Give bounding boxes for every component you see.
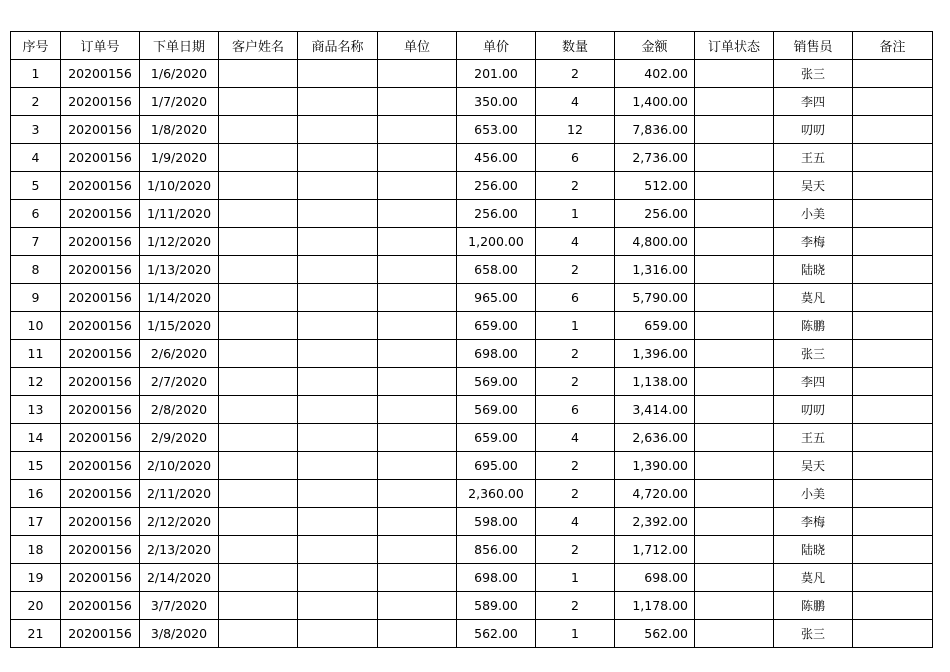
cell-customer-name[interactable] — [219, 172, 298, 200]
cell-product-name[interactable] — [298, 256, 378, 284]
cell-product-name[interactable] — [298, 424, 378, 452]
cell-salesperson[interactable]: 王五 — [774, 424, 853, 452]
cell-order-status[interactable] — [695, 424, 774, 452]
cell-order-status[interactable] — [695, 452, 774, 480]
cell-order-date[interactable]: 2/8/2020 — [140, 396, 219, 424]
table-row — [11, 144, 933, 172]
cell-product-name[interactable] — [298, 144, 378, 172]
cell-note[interactable] — [853, 452, 933, 480]
table-row — [11, 508, 933, 536]
cell-order-status[interactable] — [695, 60, 774, 88]
cell-order-no[interactable]: 20200156 — [61, 116, 140, 144]
cell-salesperson[interactable]: 叨叨 — [774, 116, 853, 144]
cell-product-name[interactable] — [298, 284, 378, 312]
header-unit[interactable]: 单位 — [378, 32, 457, 60]
cell-order-date[interactable]: 2/9/2020 — [140, 424, 219, 452]
cell-order-status[interactable] — [695, 228, 774, 256]
cell-customer-name[interactable] — [219, 340, 298, 368]
cell-unit-price[interactable]: 589.00 — [457, 592, 536, 620]
cell-salesperson[interactable]: 小美 — [774, 200, 853, 228]
table-row — [11, 620, 933, 648]
cell-order-date[interactable]: 1/9/2020 — [140, 144, 219, 172]
header-note[interactable]: 备注 — [853, 32, 933, 60]
cell-product-name[interactable] — [298, 536, 378, 564]
cell-quantity[interactable]: 6 — [536, 284, 615, 312]
header-order-date[interactable]: 下单日期 — [140, 32, 219, 60]
cell-customer-name[interactable] — [219, 116, 298, 144]
cell-salesperson[interactable]: 吴天 — [774, 452, 853, 480]
cell-seq[interactable]: 11 — [11, 340, 61, 368]
cell-order-no[interactable]: 20200156 — [61, 256, 140, 284]
cell-quantity[interactable]: 1 — [536, 620, 615, 648]
cell-order-date[interactable]: 2/6/2020 — [140, 340, 219, 368]
cell-seq[interactable]: 16 — [11, 480, 61, 508]
cell-order-date[interactable]: 1/8/2020 — [140, 116, 219, 144]
cell-amount[interactable]: 698.00 — [615, 564, 695, 592]
cell-amount[interactable]: 512.00 — [615, 172, 695, 200]
cell-unit[interactable] — [378, 396, 457, 424]
cell-salesperson[interactable]: 小美 — [774, 480, 853, 508]
table-row — [11, 564, 933, 592]
header-quantity[interactable]: 数量 — [536, 32, 615, 60]
cell-seq[interactable]: 14 — [11, 424, 61, 452]
cell-seq[interactable]: 15 — [11, 452, 61, 480]
cell-unit-price[interactable]: 256.00 — [457, 172, 536, 200]
cell-unit-price[interactable]: 562.00 — [457, 620, 536, 648]
cell-amount[interactable]: 1,712.00 — [615, 536, 695, 564]
cell-order-no[interactable]: 20200156 — [61, 172, 140, 200]
cell-unit[interactable] — [378, 340, 457, 368]
cell-product-name[interactable] — [298, 592, 378, 620]
table-row — [11, 340, 933, 368]
cell-order-no[interactable]: 20200156 — [61, 480, 140, 508]
cell-amount[interactable]: 2,636.00 — [615, 424, 695, 452]
cell-order-date[interactable]: 1/14/2020 — [140, 284, 219, 312]
table-row — [11, 480, 933, 508]
cell-product-name[interactable] — [298, 228, 378, 256]
cell-amount[interactable]: 402.00 — [615, 60, 695, 88]
cell-seq[interactable]: 21 — [11, 620, 61, 648]
cell-unit[interactable] — [378, 228, 457, 256]
cell-salesperson[interactable]: 陈鹏 — [774, 592, 853, 620]
cell-customer-name[interactable] — [219, 592, 298, 620]
table-row — [11, 256, 933, 284]
cell-unit-price[interactable]: 698.00 — [457, 340, 536, 368]
table-row — [11, 172, 933, 200]
cell-seq[interactable]: 10 — [11, 312, 61, 340]
cell-amount[interactable]: 1,316.00 — [615, 256, 695, 284]
cell-product-name[interactable] — [298, 368, 378, 396]
table-row — [11, 60, 933, 88]
cell-note[interactable] — [853, 592, 933, 620]
cell-unit[interactable] — [378, 312, 457, 340]
cell-order-no[interactable]: 20200156 — [61, 452, 140, 480]
cell-order-date[interactable]: 2/10/2020 — [140, 452, 219, 480]
cell-seq[interactable]: 18 — [11, 536, 61, 564]
cell-seq[interactable]: 2 — [11, 88, 61, 116]
cell-order-no[interactable]: 20200156 — [61, 620, 140, 648]
cell-product-name[interactable] — [298, 452, 378, 480]
cell-product-name[interactable] — [298, 116, 378, 144]
cell-quantity[interactable]: 2 — [536, 368, 615, 396]
cell-order-date[interactable]: 1/10/2020 — [140, 172, 219, 200]
cell-note[interactable] — [853, 368, 933, 396]
cell-order-no[interactable]: 20200156 — [61, 396, 140, 424]
cell-order-no[interactable]: 20200156 — [61, 564, 140, 592]
header-order-status[interactable]: 订单状态 — [695, 32, 774, 60]
cell-order-date[interactable]: 2/11/2020 — [140, 480, 219, 508]
cell-seq[interactable]: 8 — [11, 256, 61, 284]
cell-amount[interactable]: 256.00 — [615, 200, 695, 228]
cell-salesperson[interactable]: 莫凡 — [774, 284, 853, 312]
cell-amount[interactable]: 1,400.00 — [615, 88, 695, 116]
cell-note[interactable] — [853, 200, 933, 228]
cell-unit[interactable] — [378, 144, 457, 172]
cell-seq[interactable]: 9 — [11, 284, 61, 312]
cell-order-status[interactable] — [695, 592, 774, 620]
cell-order-status[interactable] — [695, 620, 774, 648]
cell-customer-name[interactable] — [219, 88, 298, 116]
cell-order-date[interactable]: 3/8/2020 — [140, 620, 219, 648]
table-row — [11, 228, 933, 256]
cell-salesperson[interactable]: 张三 — [774, 340, 853, 368]
cell-customer-name[interactable] — [219, 200, 298, 228]
cell-unit-price[interactable]: 653.00 — [457, 116, 536, 144]
table-row — [11, 200, 933, 228]
cell-product-name[interactable] — [298, 480, 378, 508]
cell-seq[interactable]: 3 — [11, 116, 61, 144]
cell-seq[interactable]: 13 — [11, 396, 61, 424]
cell-unit[interactable] — [378, 592, 457, 620]
cell-product-name[interactable] — [298, 340, 378, 368]
cell-unit-price[interactable]: 856.00 — [457, 536, 536, 564]
cell-unit[interactable] — [378, 60, 457, 88]
cell-unit[interactable] — [378, 284, 457, 312]
cell-order-date[interactable]: 2/12/2020 — [140, 508, 219, 536]
cell-order-status[interactable] — [695, 368, 774, 396]
cell-customer-name[interactable] — [219, 508, 298, 536]
cell-customer-name[interactable] — [219, 452, 298, 480]
cell-order-date[interactable]: 2/14/2020 — [140, 564, 219, 592]
cell-amount[interactable]: 7,836.00 — [615, 116, 695, 144]
cell-unit[interactable] — [378, 480, 457, 508]
cell-order-status[interactable] — [695, 480, 774, 508]
table-row — [11, 284, 933, 312]
cell-unit[interactable] — [378, 508, 457, 536]
table-row — [11, 424, 933, 452]
cell-seq[interactable]: 1 — [11, 60, 61, 88]
cell-quantity[interactable]: 4 — [536, 228, 615, 256]
cell-amount[interactable]: 1,390.00 — [615, 452, 695, 480]
cell-unit-price[interactable]: 350.00 — [457, 88, 536, 116]
cell-quantity[interactable]: 4 — [536, 424, 615, 452]
cell-amount[interactable]: 2,736.00 — [615, 144, 695, 172]
table-row — [11, 396, 933, 424]
cell-salesperson[interactable]: 张三 — [774, 620, 853, 648]
header-customer-name[interactable]: 客户姓名 — [219, 32, 298, 60]
cell-note[interactable] — [853, 508, 933, 536]
cell-order-status[interactable] — [695, 256, 774, 284]
cell-unit-price[interactable]: 658.00 — [457, 256, 536, 284]
cell-order-date[interactable]: 1/11/2020 — [140, 200, 219, 228]
cell-unit-price[interactable]: 256.00 — [457, 200, 536, 228]
cell-order-no[interactable]: 20200156 — [61, 536, 140, 564]
cell-unit[interactable] — [378, 116, 457, 144]
cell-unit[interactable] — [378, 368, 457, 396]
cell-seq[interactable]: 19 — [11, 564, 61, 592]
cell-salesperson[interactable]: 李四 — [774, 368, 853, 396]
cell-amount[interactable]: 659.00 — [615, 312, 695, 340]
cell-quantity[interactable]: 4 — [536, 88, 615, 116]
cell-unit-price[interactable]: 965.00 — [457, 284, 536, 312]
cell-order-status[interactable] — [695, 396, 774, 424]
cell-amount[interactable]: 5,790.00 — [615, 284, 695, 312]
cell-unit-price[interactable]: 695.00 — [457, 452, 536, 480]
cell-unit-price[interactable]: 569.00 — [457, 368, 536, 396]
cell-unit-price[interactable]: 1,200.00 — [457, 228, 536, 256]
cell-note[interactable] — [853, 480, 933, 508]
cell-product-name[interactable] — [298, 200, 378, 228]
cell-product-name[interactable] — [298, 172, 378, 200]
header-unit-price[interactable]: 单价 — [457, 32, 536, 60]
table-row — [11, 312, 933, 340]
cell-order-status[interactable] — [695, 116, 774, 144]
cell-order-date[interactable]: 2/7/2020 — [140, 368, 219, 396]
cell-amount[interactable]: 3,414.00 — [615, 396, 695, 424]
cell-order-status[interactable] — [695, 88, 774, 116]
table-body — [11, 60, 933, 648]
cell-note[interactable] — [853, 620, 933, 648]
cell-unit[interactable] — [378, 200, 457, 228]
cell-salesperson[interactable]: 吴天 — [774, 172, 853, 200]
cell-salesperson[interactable]: 莫凡 — [774, 564, 853, 592]
cell-order-status[interactable] — [695, 172, 774, 200]
cell-amount[interactable]: 4,800.00 — [615, 228, 695, 256]
table-header — [11, 32, 933, 60]
cell-unit[interactable] — [378, 536, 457, 564]
cell-order-no[interactable]: 20200156 — [61, 284, 140, 312]
cell-quantity[interactable]: 2 — [536, 452, 615, 480]
cell-customer-name[interactable] — [219, 564, 298, 592]
table-row — [11, 116, 933, 144]
cell-seq[interactable]: 4 — [11, 144, 61, 172]
cell-note[interactable] — [853, 424, 933, 452]
cell-unit-price[interactable]: 2,360.00 — [457, 480, 536, 508]
cell-quantity[interactable]: 2 — [536, 536, 615, 564]
cell-quantity[interactable]: 2 — [536, 480, 615, 508]
cell-quantity[interactable]: 6 — [536, 396, 615, 424]
cell-amount[interactable]: 4,720.00 — [615, 480, 695, 508]
cell-customer-name[interactable] — [219, 368, 298, 396]
cell-order-no[interactable]: 20200156 — [61, 200, 140, 228]
cell-order-no[interactable]: 20200156 — [61, 592, 140, 620]
cell-customer-name[interactable] — [219, 256, 298, 284]
cell-amount[interactable]: 1,138.00 — [615, 368, 695, 396]
cell-order-status[interactable] — [695, 340, 774, 368]
cell-unit-price[interactable]: 569.00 — [457, 396, 536, 424]
cell-note[interactable] — [853, 284, 933, 312]
cell-unit-price[interactable]: 201.00 — [457, 60, 536, 88]
cell-order-no[interactable]: 20200156 — [61, 60, 140, 88]
cell-order-status[interactable] — [695, 200, 774, 228]
header-seq[interactable]: 序号 — [11, 32, 61, 60]
cell-note[interactable] — [853, 228, 933, 256]
cell-salesperson[interactable]: 王五 — [774, 144, 853, 172]
cell-amount[interactable]: 1,178.00 — [615, 592, 695, 620]
cell-salesperson[interactable]: 叨叨 — [774, 396, 853, 424]
cell-salesperson[interactable]: 李梅 — [774, 508, 853, 536]
cell-customer-name[interactable] — [219, 284, 298, 312]
cell-order-status[interactable] — [695, 508, 774, 536]
cell-seq[interactable]: 12 — [11, 368, 61, 396]
cell-note[interactable] — [853, 116, 933, 144]
cell-order-no[interactable]: 20200156 — [61, 340, 140, 368]
table-row — [11, 592, 933, 620]
cell-order-date[interactable]: 1/15/2020 — [140, 312, 219, 340]
cell-product-name[interactable] — [298, 564, 378, 592]
cell-order-no[interactable]: 20200156 — [61, 312, 140, 340]
cell-customer-name[interactable] — [219, 312, 298, 340]
cell-product-name[interactable] — [298, 60, 378, 88]
cell-customer-name[interactable] — [219, 228, 298, 256]
cell-quantity[interactable]: 1 — [536, 564, 615, 592]
cell-quantity[interactable]: 2 — [536, 340, 615, 368]
header-amount[interactable]: 金额 — [615, 32, 695, 60]
header-product-name[interactable]: 商品名称 — [298, 32, 378, 60]
cell-order-status[interactable] — [695, 536, 774, 564]
cell-salesperson[interactable]: 李四 — [774, 88, 853, 116]
cell-order-date[interactable]: 1/12/2020 — [140, 228, 219, 256]
header-order-no[interactable]: 订单号 — [61, 32, 140, 60]
cell-salesperson[interactable]: 陆晓 — [774, 536, 853, 564]
table-row — [11, 88, 933, 116]
cell-quantity[interactable]: 2 — [536, 592, 615, 620]
cell-unit-price[interactable]: 698.00 — [457, 564, 536, 592]
cell-quantity[interactable]: 4 — [536, 508, 615, 536]
cell-order-date[interactable]: 1/7/2020 — [140, 88, 219, 116]
cell-order-no[interactable]: 20200156 — [61, 88, 140, 116]
cell-customer-name[interactable] — [219, 424, 298, 452]
table-row — [11, 536, 933, 564]
cell-note[interactable] — [853, 564, 933, 592]
cell-quantity[interactable]: 1 — [536, 312, 615, 340]
cell-quantity[interactable]: 2 — [536, 172, 615, 200]
cell-customer-name[interactable] — [219, 480, 298, 508]
cell-unit-price[interactable]: 659.00 — [457, 424, 536, 452]
cell-order-date[interactable]: 1/6/2020 — [140, 60, 219, 88]
header-salesperson[interactable]: 销售员 — [774, 32, 853, 60]
cell-note[interactable] — [853, 256, 933, 284]
cell-order-status[interactable] — [695, 284, 774, 312]
cell-note[interactable] — [853, 144, 933, 172]
cell-unit[interactable] — [378, 452, 457, 480]
cell-amount[interactable]: 562.00 — [615, 620, 695, 648]
cell-customer-name[interactable] — [219, 620, 298, 648]
cell-product-name[interactable] — [298, 396, 378, 424]
cell-note[interactable] — [853, 340, 933, 368]
cell-order-no[interactable]: 20200156 — [61, 368, 140, 396]
cell-order-no[interactable]: 20200156 — [61, 228, 140, 256]
cell-quantity[interactable]: 6 — [536, 144, 615, 172]
cell-unit[interactable] — [378, 564, 457, 592]
cell-order-no[interactable]: 20200156 — [61, 424, 140, 452]
cell-note[interactable] — [853, 60, 933, 88]
cell-order-date[interactable]: 3/7/2020 — [140, 592, 219, 620]
cell-note[interactable] — [853, 172, 933, 200]
cell-note[interactable] — [853, 396, 933, 424]
cell-quantity[interactable]: 2 — [536, 60, 615, 88]
cell-customer-name[interactable] — [219, 396, 298, 424]
cell-unit[interactable] — [378, 256, 457, 284]
cell-salesperson[interactable]: 张三 — [774, 60, 853, 88]
cell-seq[interactable]: 17 — [11, 508, 61, 536]
cell-unit-price[interactable]: 456.00 — [457, 144, 536, 172]
cell-salesperson[interactable]: 李梅 — [774, 228, 853, 256]
cell-seq[interactable]: 5 — [11, 172, 61, 200]
cell-customer-name[interactable] — [219, 60, 298, 88]
cell-quantity[interactable]: 2 — [536, 256, 615, 284]
cell-quantity[interactable]: 1 — [536, 200, 615, 228]
cell-unit[interactable] — [378, 424, 457, 452]
cell-order-status[interactable] — [695, 144, 774, 172]
cell-note[interactable] — [853, 88, 933, 116]
cell-customer-name[interactable] — [219, 536, 298, 564]
cell-note[interactable] — [853, 536, 933, 564]
cell-amount[interactable]: 2,392.00 — [615, 508, 695, 536]
cell-amount[interactable]: 1,396.00 — [615, 340, 695, 368]
cell-salesperson[interactable]: 陆晓 — [774, 256, 853, 284]
cell-order-date[interactable]: 2/13/2020 — [140, 536, 219, 564]
cell-unit-price[interactable]: 659.00 — [457, 312, 536, 340]
cell-seq[interactable]: 7 — [11, 228, 61, 256]
table-row — [11, 452, 933, 480]
cell-product-name[interactable] — [298, 508, 378, 536]
table-row — [11, 368, 933, 396]
orders-table — [10, 31, 933, 648]
cell-unit[interactable] — [378, 172, 457, 200]
cell-customer-name[interactable] — [219, 144, 298, 172]
cell-order-no[interactable]: 20200156 — [61, 508, 140, 536]
cell-seq[interactable]: 6 — [11, 200, 61, 228]
cell-unit[interactable] — [378, 88, 457, 116]
cell-order-status[interactable] — [695, 312, 774, 340]
cell-salesperson[interactable]: 陈鹏 — [774, 312, 853, 340]
cell-product-name[interactable] — [298, 88, 378, 116]
cell-quantity[interactable]: 12 — [536, 116, 615, 144]
cell-seq[interactable]: 20 — [11, 592, 61, 620]
header-row — [11, 32, 933, 60]
cell-product-name[interactable] — [298, 312, 378, 340]
cell-order-date[interactable]: 1/13/2020 — [140, 256, 219, 284]
cell-order-no[interactable]: 20200156 — [61, 144, 140, 172]
cell-unit[interactable] — [378, 620, 457, 648]
cell-note[interactable] — [853, 312, 933, 340]
cell-unit-price[interactable]: 598.00 — [457, 508, 536, 536]
cell-order-status[interactable] — [695, 564, 774, 592]
cell-product-name[interactable] — [298, 620, 378, 648]
